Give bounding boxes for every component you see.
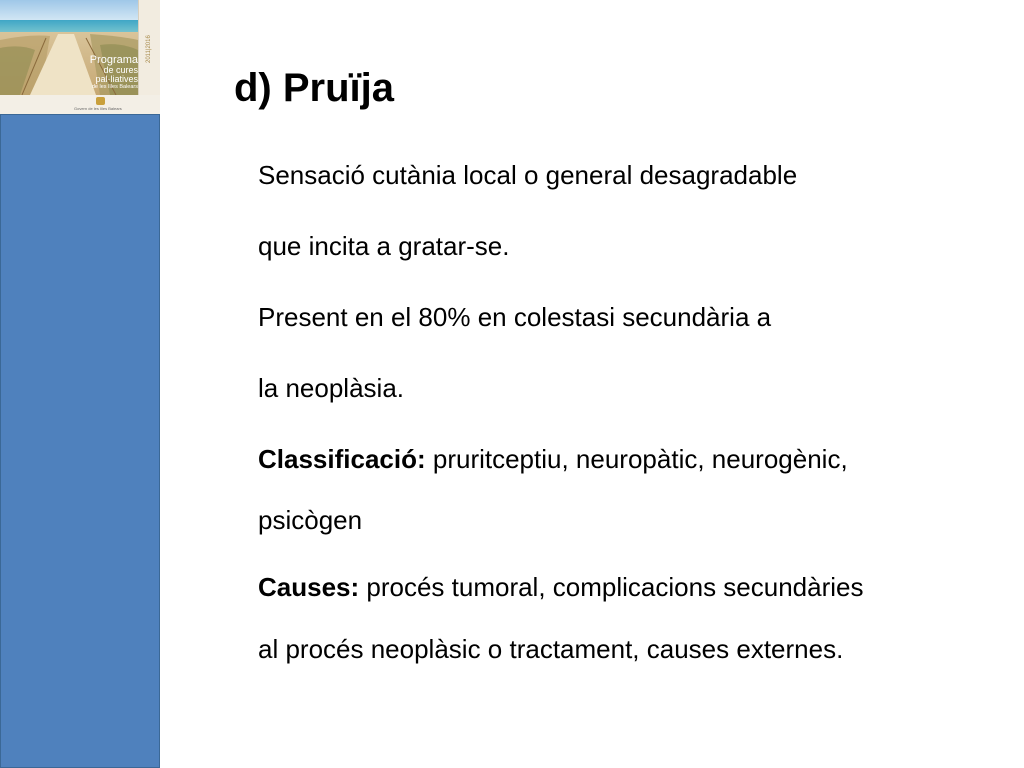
cover-title-line1: Programa	[89, 54, 138, 66]
cover-title-line2: de cures pal·liatives	[95, 65, 138, 84]
body-line-text: pruritceptiu, neuropàtic, neurogènic,	[425, 444, 848, 474]
cover-years: 2011|2016	[146, 35, 152, 63]
cover-footer	[0, 95, 160, 114]
body-line-text: al procés neoplàsic o tractament, causes externes.	[258, 634, 844, 664]
body-line	[258, 231, 509, 262]
body-line-text: psicògen	[258, 505, 363, 535]
body-line	[258, 505, 362, 536]
body-line-text: Sensació cutània local o general desagradable	[258, 160, 798, 190]
sidebar-bar	[0, 114, 160, 768]
body-line	[258, 373, 404, 404]
government-seal-icon	[96, 97, 105, 105]
cover-title-line3: de les Illes Balears	[91, 84, 138, 90]
program-cover-image	[0, 0, 160, 114]
body-line	[258, 572, 864, 603]
government-name: Govern de les Illes Balears	[74, 106, 122, 111]
body-line-text: la neoplàsia.	[258, 373, 404, 403]
body-line-label: Causes:	[258, 572, 360, 602]
slide-title: d) Pruïja	[234, 66, 395, 110]
body-line-label: Classificació:	[258, 444, 426, 474]
cover-title	[66, 55, 138, 91]
body-line-text: Present en el 80% en colestasi secundària a	[258, 302, 772, 332]
body-line	[258, 160, 797, 191]
body-line	[258, 302, 771, 333]
body-line-text: que incita a gratar-se.	[258, 231, 510, 261]
body-line-text: procés tumoral, complicacions secundàries	[359, 572, 864, 602]
body-line	[258, 444, 848, 475]
body-line	[258, 634, 843, 665]
